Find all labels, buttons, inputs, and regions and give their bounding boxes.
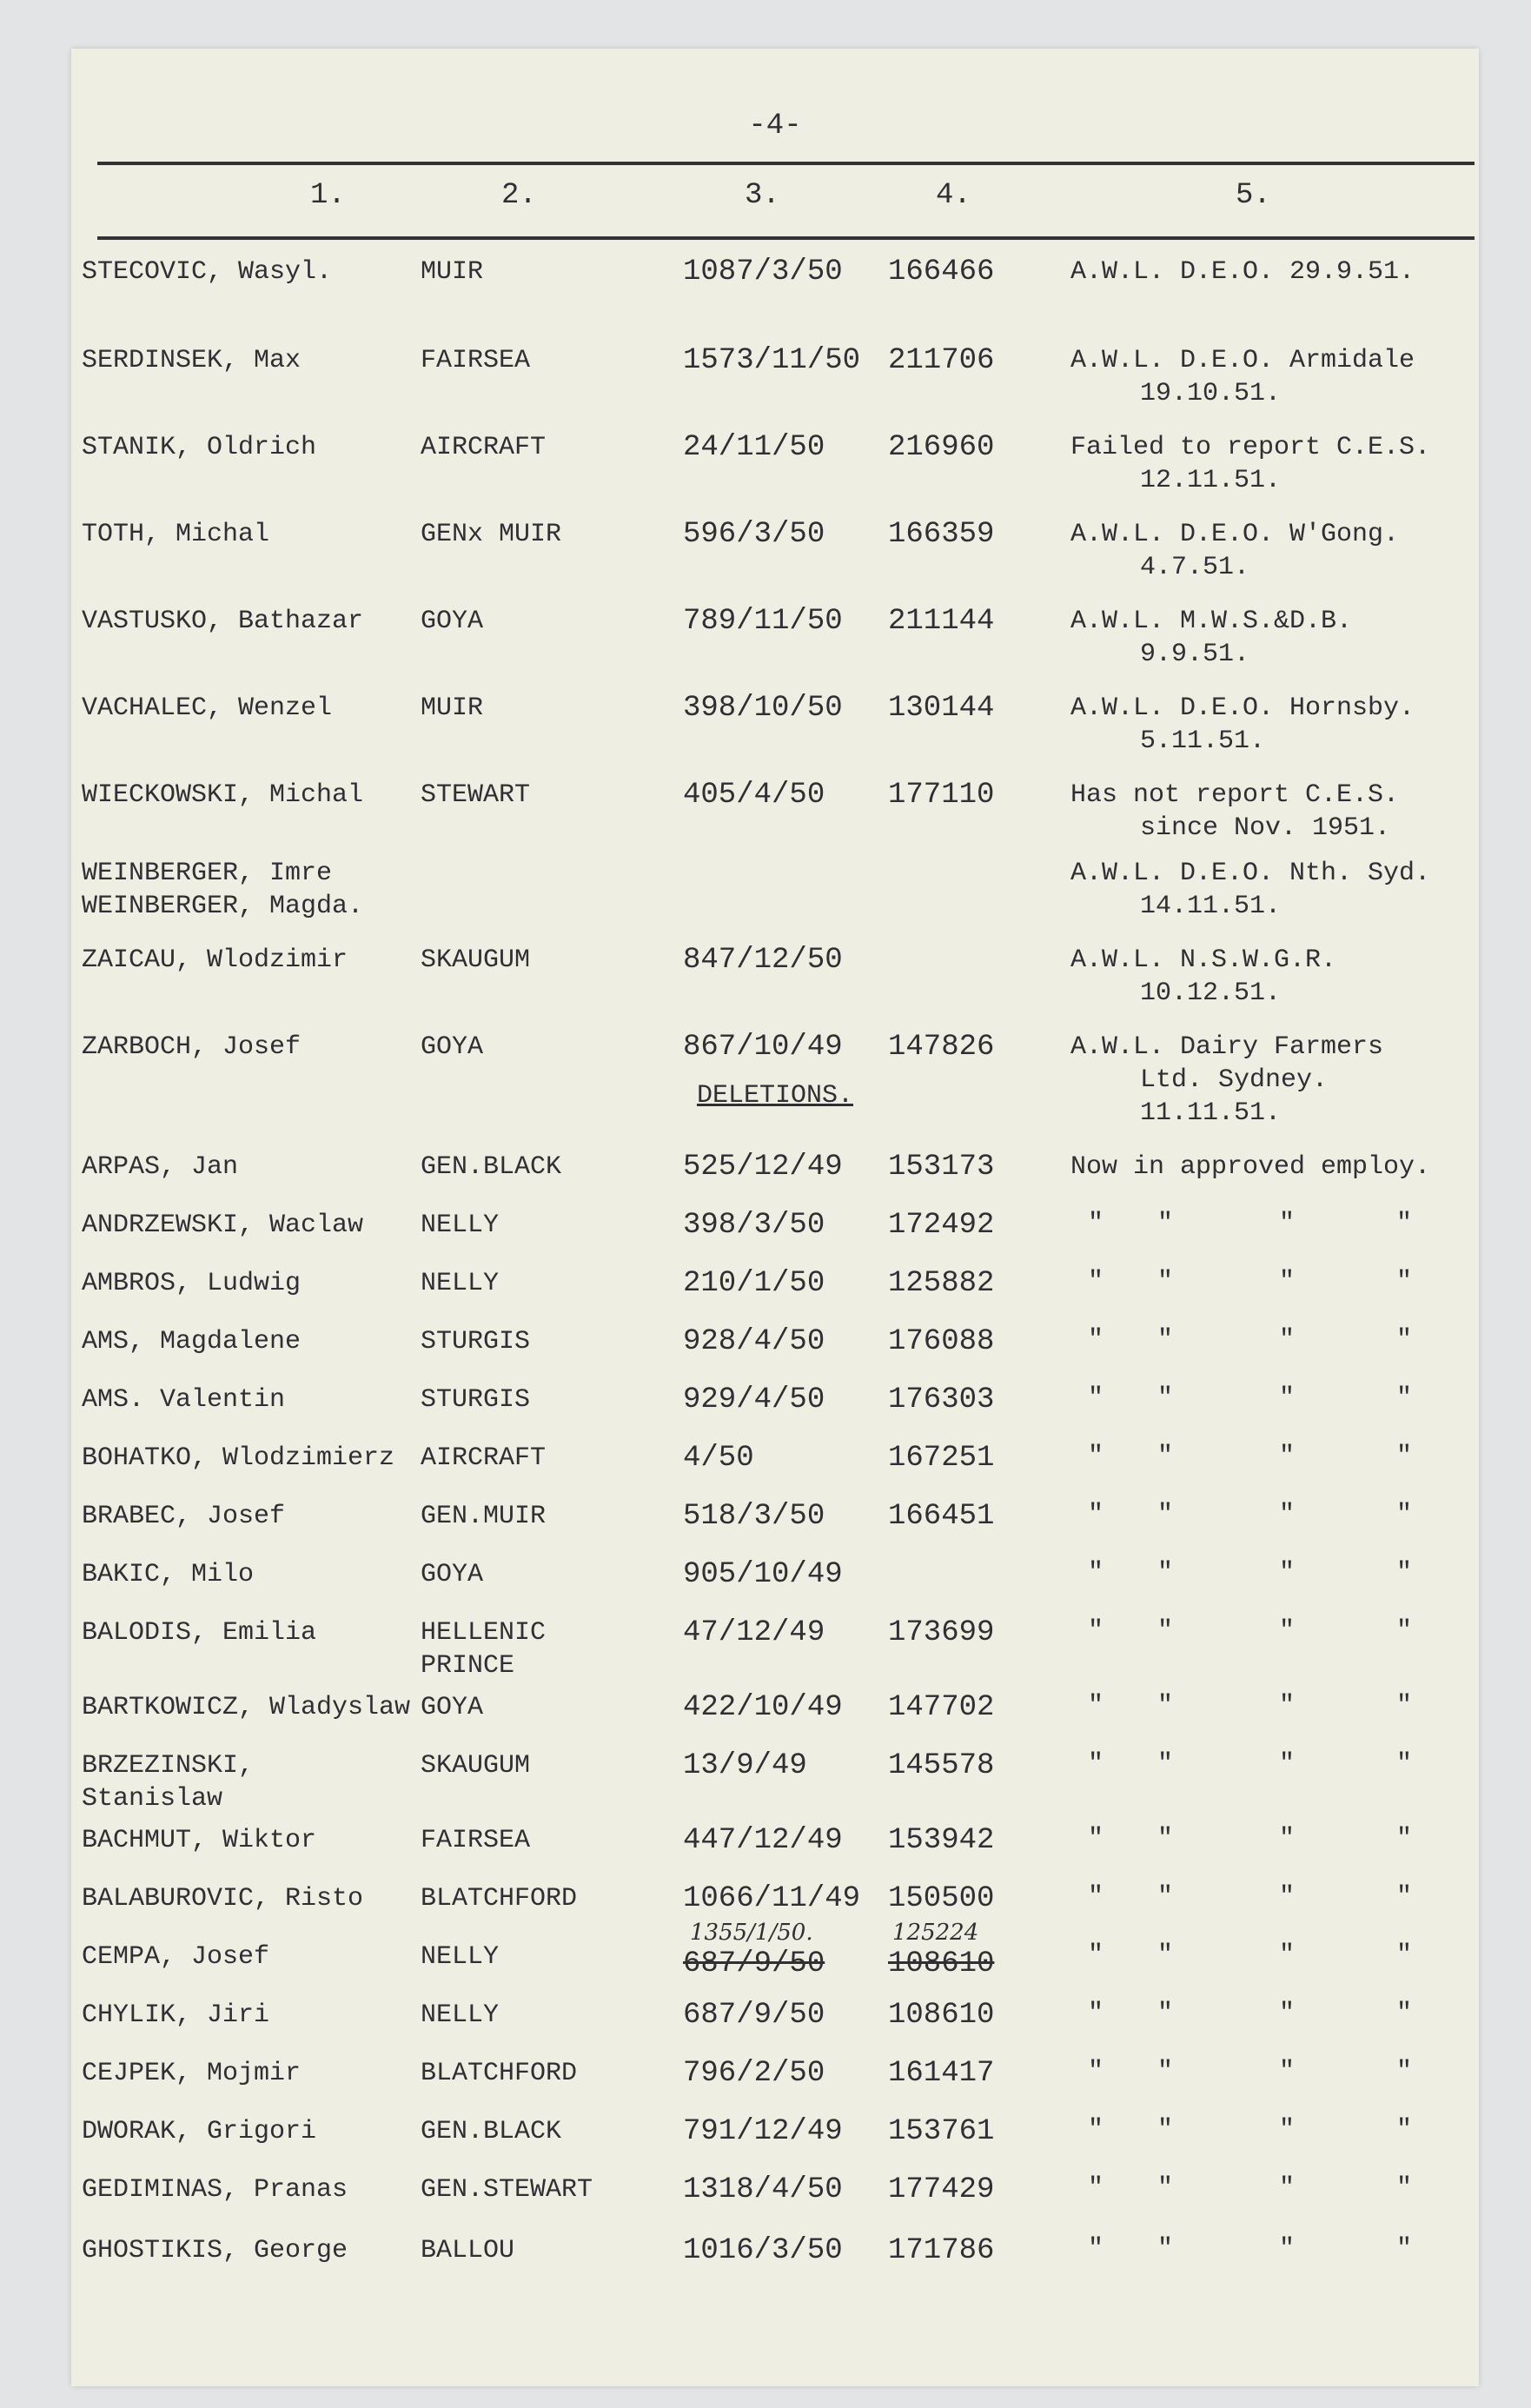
record-name: VASTUSKO, Bathazar bbox=[82, 607, 364, 636]
record-number: 176303 bbox=[888, 1383, 995, 1416]
record-ship: NELLY bbox=[421, 1211, 500, 1240]
ditto-mark: " bbox=[1396, 1500, 1413, 1529]
ditto-mark: " bbox=[1157, 2173, 1174, 2203]
record-reference: 905/10/49 bbox=[683, 1558, 843, 1591]
ditto-mark: " bbox=[1157, 1442, 1174, 1471]
ditto-mark: " bbox=[1396, 1325, 1413, 1355]
record-name: CHYLIK, Jiri bbox=[82, 2000, 270, 2030]
record-ship: SKAUGUM bbox=[421, 1751, 531, 1781]
record-reference: 847/12/50 bbox=[683, 944, 843, 977]
ditto-mark: " bbox=[1157, 2234, 1174, 2264]
ditto-mark: " bbox=[1396, 1749, 1413, 1779]
record-name: CEJPEK, Mojmir bbox=[82, 2059, 302, 2088]
record-name: TOTH, Michal bbox=[82, 520, 270, 549]
remarks-line: 9.9.51. bbox=[1140, 640, 1250, 669]
record-reference: 24/11/50 bbox=[683, 431, 825, 464]
ditto-mark: " bbox=[1088, 1691, 1104, 1721]
ditto-mark: " bbox=[1279, 2057, 1296, 2086]
record-reference: 796/2/50 bbox=[683, 2057, 825, 2090]
ditto-mark: " bbox=[1396, 1882, 1413, 1912]
record-name: WEINBERGER, Imre WEINBERGER, Magda. bbox=[82, 859, 364, 921]
record-ship: MUIR bbox=[421, 257, 484, 287]
record-name: BALABUROVIC, Risto bbox=[82, 1884, 364, 1914]
column-header-4: 4. bbox=[936, 179, 971, 212]
record-name: ZARBOCH, Josef bbox=[82, 1032, 302, 1062]
record-remarks bbox=[1070, 344, 1479, 410]
handwritten-number: 125224 bbox=[892, 1920, 979, 1946]
record-name: BACHMUT, Wiktor bbox=[82, 1826, 317, 1855]
record-remarks bbox=[1070, 518, 1479, 584]
record-number: 172492 bbox=[888, 1209, 995, 1242]
ditto-mark: " bbox=[1396, 1209, 1413, 1238]
record-name: STANIK, Oldrich bbox=[82, 433, 317, 462]
top-rule bbox=[97, 162, 1475, 165]
record-ship: GEN.BLACK bbox=[421, 2117, 562, 2146]
record-number: 108610 bbox=[888, 1999, 995, 2032]
ditto-mark: " bbox=[1279, 1267, 1296, 1297]
remarks-line: A.W.L. D.E.O. Armidale bbox=[1070, 346, 1415, 375]
record-reference: 687/9/50 bbox=[683, 1947, 825, 1980]
ditto-mark: " bbox=[1157, 2115, 1174, 2145]
record-ship: GEN.STEWART bbox=[421, 2175, 593, 2205]
ditto-mark: " bbox=[1279, 1824, 1296, 1854]
record-ship: FAIRSEA bbox=[421, 346, 531, 375]
ditto-mark: " bbox=[1088, 1558, 1104, 1588]
remarks-line: since Nov. 1951. bbox=[1140, 813, 1391, 843]
record-name: ARPAS, Jan bbox=[82, 1152, 239, 1182]
record-remarks bbox=[1070, 692, 1479, 758]
record-ship: GEN.MUIR bbox=[421, 1502, 547, 1531]
record-remarks bbox=[1070, 431, 1479, 497]
remarks-line: A.W.L. D.E.O. W'Gong. bbox=[1070, 520, 1400, 549]
remarks-line: A.W.L. D.E.O. 29.9.51. bbox=[1070, 257, 1415, 287]
ditto-mark: " bbox=[1279, 2234, 1296, 2264]
ditto-mark: " bbox=[1157, 1558, 1174, 1588]
record-name: BRABEC, Josef bbox=[82, 1502, 286, 1531]
record-name: ZAICAU, Wlodzimir bbox=[82, 945, 348, 975]
record-ship: STURGIS bbox=[421, 1385, 531, 1415]
record-number: 147826 bbox=[888, 1031, 995, 1064]
record-ship: GOYA bbox=[421, 1560, 484, 1589]
record-number: 145578 bbox=[888, 1749, 995, 1782]
ditto-mark: " bbox=[1157, 1209, 1174, 1238]
record-remarks bbox=[1070, 779, 1479, 845]
header-rule bbox=[97, 236, 1475, 240]
column-header-1: 1. bbox=[310, 179, 346, 212]
ditto-mark: " bbox=[1088, 1209, 1104, 1238]
ditto-mark: " bbox=[1396, 1267, 1413, 1297]
ditto-mark: " bbox=[1396, 1558, 1413, 1588]
record-reference: 867/10/49 bbox=[683, 1031, 843, 1064]
record-number: 166466 bbox=[888, 255, 995, 289]
record-reference: 13/9/49 bbox=[683, 1749, 807, 1782]
record-name: CEMPA, Josef bbox=[82, 1942, 270, 1972]
ditto-mark: " bbox=[1088, 1940, 1104, 1970]
ditto-mark: " bbox=[1088, 1267, 1104, 1297]
ditto-mark: " bbox=[1157, 1325, 1174, 1355]
record-number: 177110 bbox=[888, 779, 995, 812]
ditto-mark: " bbox=[1279, 1209, 1296, 1238]
record-reference: 422/10/49 bbox=[683, 1691, 843, 1724]
remarks-line: Has not report C.E.S. bbox=[1070, 780, 1400, 810]
ditto-mark: " bbox=[1088, 2234, 1104, 2264]
handwritten-reference: 1355/1/50. bbox=[690, 1920, 813, 1946]
ditto-mark: " bbox=[1396, 2234, 1413, 2264]
record-number: 211144 bbox=[888, 605, 995, 638]
ditto-mark: " bbox=[1396, 2115, 1413, 2145]
ditto-mark: " bbox=[1157, 1749, 1174, 1779]
ditto-mark: " bbox=[1279, 1558, 1296, 1588]
record-reference: 1573/11/50 bbox=[683, 344, 861, 377]
record-reference: 789/11/50 bbox=[683, 605, 843, 638]
ditto-mark: " bbox=[1088, 2057, 1104, 2086]
ditto-mark: " bbox=[1088, 1882, 1104, 1912]
record-reference: 596/3/50 bbox=[683, 518, 825, 551]
record-ship: SKAUGUM bbox=[421, 945, 531, 975]
ditto-mark: " bbox=[1279, 1442, 1296, 1471]
record-ship: MUIR bbox=[421, 693, 484, 723]
remarks-line: A.W.L. N.S.W.G.R. bbox=[1070, 945, 1337, 975]
record-ship: FAIRSEA bbox=[421, 1826, 531, 1855]
ditto-mark: " bbox=[1396, 1940, 1413, 1970]
ditto-mark: " bbox=[1088, 2115, 1104, 2145]
remarks-line: A.W.L. D.E.O. Hornsby. bbox=[1070, 693, 1415, 723]
page-number: -4- bbox=[748, 109, 802, 143]
record-number: 130144 bbox=[888, 692, 995, 725]
record-ship: BALLOU bbox=[421, 2236, 515, 2265]
ditto-mark: " bbox=[1088, 1325, 1104, 1355]
record-number: 161417 bbox=[888, 2057, 995, 2090]
ditto-mark: " bbox=[1157, 1383, 1174, 1413]
record-number: 153942 bbox=[888, 1824, 995, 1857]
remarks-line: A.W.L. Dairy Farmers bbox=[1070, 1032, 1384, 1062]
ditto-mark: " bbox=[1396, 1999, 1413, 2028]
ditto-mark: " bbox=[1279, 2173, 1296, 2203]
record-remarks bbox=[1070, 857, 1479, 923]
record-number: 167251 bbox=[888, 1442, 995, 1475]
record-name: AMS, Magdalene bbox=[82, 1327, 302, 1357]
record-ship: BLATCHFORD bbox=[421, 1884, 578, 1914]
record-name: GHOSTIKIS, George bbox=[82, 2236, 348, 2265]
ditto-mark: " bbox=[1157, 1267, 1174, 1297]
ditto-mark: " bbox=[1088, 1383, 1104, 1413]
column-header-5: 5. bbox=[1236, 179, 1271, 212]
record-ship: BLATCHFORD bbox=[421, 2059, 578, 2088]
ditto-mark: " bbox=[1279, 1882, 1296, 1912]
ditto-mark: " bbox=[1088, 1999, 1104, 2028]
record-remarks bbox=[1070, 944, 1479, 1010]
ditto-mark: " bbox=[1279, 1383, 1296, 1413]
record-number: 171786 bbox=[888, 2234, 995, 2267]
ditto-mark: " bbox=[1279, 1940, 1296, 1970]
record-reference: 929/4/50 bbox=[683, 1383, 825, 1416]
remarks-line: 12.11.51. bbox=[1140, 466, 1282, 495]
record-ship: GOYA bbox=[421, 607, 484, 636]
remarks-line: Failed to report C.E.S. bbox=[1070, 433, 1431, 462]
record-name: BOHATKO, Wlodzimierz bbox=[82, 1443, 395, 1473]
remarks-line: 10.12.51. bbox=[1140, 978, 1282, 1008]
record-reference: 1087/3/50 bbox=[683, 255, 843, 289]
ditto-mark: " bbox=[1088, 1824, 1104, 1854]
record-ship: GOYA bbox=[421, 1032, 484, 1062]
record-number: 216960 bbox=[888, 431, 995, 464]
record-reference: 1016/3/50 bbox=[683, 2234, 843, 2267]
ditto-mark: " bbox=[1279, 1500, 1296, 1529]
record-ship: NELLY bbox=[421, 1942, 500, 1972]
ditto-mark: " bbox=[1396, 1691, 1413, 1721]
ditto-mark: " bbox=[1396, 1824, 1413, 1854]
record-name: WIECKOWSKI, Michal bbox=[82, 780, 364, 810]
ditto-mark: " bbox=[1279, 1325, 1296, 1355]
ditto-mark: " bbox=[1396, 2057, 1413, 2086]
ditto-mark: " bbox=[1279, 1691, 1296, 1721]
record-name: GEDIMINAS, Pranas bbox=[82, 2175, 348, 2205]
record-ship: AIRCRAFT bbox=[421, 433, 547, 462]
ditto-mark: " bbox=[1279, 1999, 1296, 2028]
record-remarks bbox=[1070, 605, 1479, 671]
record-number: 176088 bbox=[888, 1325, 995, 1358]
record-name: AMBROS, Ludwig bbox=[82, 1269, 302, 1298]
remarks-line: 4.7.51. bbox=[1140, 553, 1250, 582]
record-reference: 1318/4/50 bbox=[683, 2173, 843, 2206]
document-page bbox=[71, 49, 1479, 2386]
remarks-line: 5.11.51. bbox=[1140, 726, 1266, 756]
column-header-3: 3. bbox=[745, 179, 780, 212]
deletions-heading: DELETIONS. bbox=[696, 1081, 854, 1111]
record-number: 166451 bbox=[888, 1500, 995, 1533]
ditto-mark: " bbox=[1157, 1691, 1174, 1721]
record-number: 125882 bbox=[888, 1267, 995, 1300]
record-number: 150500 bbox=[888, 1882, 995, 1915]
record-ship: GENx MUIR bbox=[421, 520, 562, 549]
record-ship: AIRCRAFT bbox=[421, 1443, 547, 1473]
remarks-line: A.W.L. D.E.O. Nth. Syd. bbox=[1070, 859, 1431, 888]
column-header-2: 2. bbox=[501, 179, 537, 212]
ditto-mark: " bbox=[1279, 1749, 1296, 1779]
remarks-line: 19.10.51. bbox=[1140, 379, 1282, 408]
record-name: BARTKOWICZ, Wladyslaw bbox=[82, 1693, 411, 1722]
ditto-mark: " bbox=[1396, 1616, 1413, 1646]
record-name: STECOVIC, Wasyl. bbox=[82, 257, 333, 287]
remarks-line: Ltd. Sydney. 11.11.51. bbox=[1140, 1065, 1329, 1128]
ditto-mark: " bbox=[1396, 1383, 1413, 1413]
record-number: 108610 bbox=[888, 1947, 995, 1980]
ditto-mark: " bbox=[1157, 1616, 1174, 1646]
record-name: VACHALEC, Wenzel bbox=[82, 693, 333, 723]
record-reference: 398/10/50 bbox=[683, 692, 843, 725]
record-reference: 687/9/50 bbox=[683, 1999, 825, 2032]
record-reference: 398/3/50 bbox=[683, 1209, 825, 1242]
record-reference: 210/1/50 bbox=[683, 1267, 825, 1300]
record-reference: 1066/11/49 bbox=[683, 1882, 861, 1915]
ditto-mark: " bbox=[1157, 1882, 1174, 1912]
record-reference: 518/3/50 bbox=[683, 1500, 825, 1533]
record-remarks: Now in approved employ. bbox=[1070, 1152, 1431, 1182]
remarks-line: A.W.L. M.W.S.&D.B. bbox=[1070, 607, 1353, 636]
remarks-line: 14.11.51. bbox=[1140, 892, 1282, 921]
ditto-mark: " bbox=[1088, 2173, 1104, 2203]
record-reference: 447/12/49 bbox=[683, 1824, 843, 1857]
record-reference: 47/12/49 bbox=[683, 1616, 825, 1649]
record-number: 153761 bbox=[888, 2115, 995, 2148]
record-number: 211706 bbox=[888, 344, 995, 377]
record-number: 166359 bbox=[888, 518, 995, 551]
record-ship: STURGIS bbox=[421, 1327, 531, 1357]
ditto-mark: " bbox=[1396, 2173, 1413, 2203]
record-ship: NELLY bbox=[421, 2000, 500, 2030]
ditto-mark: " bbox=[1157, 1940, 1174, 1970]
record-remarks bbox=[1070, 255, 1479, 289]
ditto-mark: " bbox=[1157, 2057, 1174, 2086]
record-ship: HELLENIC PRINCE bbox=[421, 1618, 547, 1681]
ditto-mark: " bbox=[1088, 1749, 1104, 1779]
ditto-mark: " bbox=[1157, 1500, 1174, 1529]
ditto-mark: " bbox=[1157, 1824, 1174, 1854]
record-reference: 4/50 bbox=[683, 1442, 754, 1475]
record-number: 147702 bbox=[888, 1691, 995, 1724]
record-name: AMS. Valentin bbox=[82, 1385, 286, 1415]
ditto-mark: " bbox=[1157, 1999, 1174, 2028]
record-name: SERDINSEK, Max bbox=[82, 346, 302, 375]
ditto-mark: " bbox=[1088, 1500, 1104, 1529]
record-reference: 525/12/49 bbox=[683, 1151, 843, 1184]
record-number: 153173 bbox=[888, 1151, 995, 1184]
record-name: BAKIC, Milo bbox=[82, 1560, 255, 1589]
record-reference: 791/12/49 bbox=[683, 2115, 843, 2148]
record-reference: 405/4/50 bbox=[683, 779, 825, 812]
ditto-mark: " bbox=[1279, 2115, 1296, 2145]
ditto-mark: " bbox=[1088, 1442, 1104, 1471]
record-name: BALODIS, Emilia bbox=[82, 1618, 317, 1648]
record-number: 173699 bbox=[888, 1616, 995, 1649]
record-ship: GOYA bbox=[421, 1693, 484, 1722]
ditto-mark: " bbox=[1088, 1616, 1104, 1646]
record-ship: GEN.BLACK bbox=[421, 1152, 562, 1182]
record-ship: NELLY bbox=[421, 1269, 500, 1298]
record-remarks bbox=[1070, 1031, 1479, 1130]
record-reference: 928/4/50 bbox=[683, 1325, 825, 1358]
record-ship: STEWART bbox=[421, 780, 531, 810]
ditto-mark: " bbox=[1279, 1616, 1296, 1646]
record-name: BRZEZINSKI, Stanislaw bbox=[82, 1751, 255, 1814]
record-number: 177429 bbox=[888, 2173, 995, 2206]
record-name: ANDRZEWSKI, Waclaw bbox=[82, 1211, 364, 1240]
ditto-mark: " bbox=[1396, 1442, 1413, 1471]
record-name: DWORAK, Grigori bbox=[82, 2117, 317, 2146]
